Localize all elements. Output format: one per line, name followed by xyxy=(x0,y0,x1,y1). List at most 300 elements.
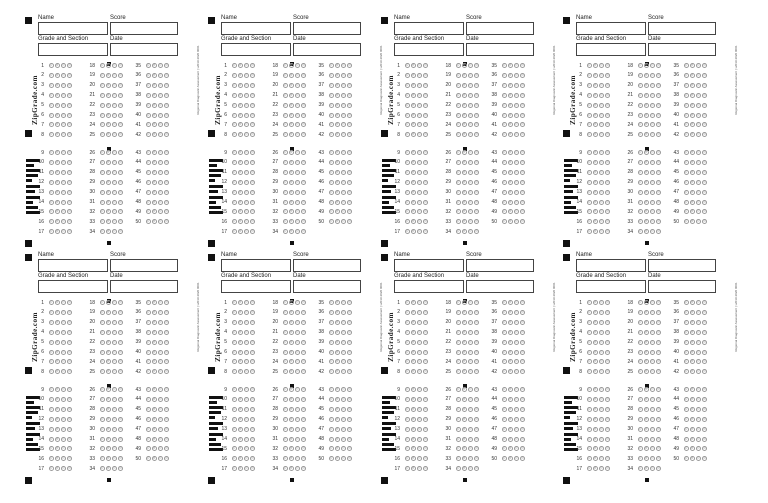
answer-bubble[interactable]: B xyxy=(56,467,59,471)
answer-bubble[interactable]: C xyxy=(113,180,116,184)
answer-bubble[interactable]: D xyxy=(521,200,524,204)
answer-bubble[interactable]: B xyxy=(239,190,242,194)
answer-bubble[interactable]: C xyxy=(600,113,603,117)
answer-bubble[interactable]: D xyxy=(606,301,609,304)
answer-bubble[interactable]: C xyxy=(469,113,472,117)
answer-bubble[interactable]: C xyxy=(515,220,518,224)
answer-bubble[interactable]: B xyxy=(239,388,242,391)
answer-bubble[interactable]: D xyxy=(251,340,254,344)
answer-bubble[interactable]: C xyxy=(159,103,162,107)
answer-bubble[interactable]: A xyxy=(147,397,149,401)
score-field[interactable] xyxy=(466,259,534,272)
answer-bubble[interactable]: A xyxy=(50,103,52,107)
answer-bubble[interactable]: C xyxy=(697,330,700,334)
answer-bubble[interactable]: A xyxy=(330,190,332,194)
answer-bubble[interactable]: B xyxy=(412,467,415,471)
answer-bubble[interactable]: B xyxy=(509,160,512,164)
answer-bubble[interactable]: C xyxy=(651,113,654,117)
answer-bubble[interactable]: B xyxy=(336,151,339,154)
answer-bubble[interactable]: B xyxy=(336,160,339,164)
answer-bubble[interactable]: A xyxy=(457,360,459,364)
answer-bubble[interactable]: D xyxy=(68,457,71,461)
answer-bubble[interactable]: A xyxy=(406,190,408,194)
answer-bubble[interactable]: C xyxy=(651,83,654,87)
answer-bubble[interactable]: C xyxy=(651,310,654,314)
answer-bubble[interactable]: D xyxy=(475,457,478,461)
answer-bubble[interactable]: B xyxy=(691,447,694,451)
answer-bubble[interactable]: C xyxy=(296,301,299,304)
score-field[interactable] xyxy=(648,259,716,272)
answer-bubble[interactable]: A xyxy=(101,447,103,451)
answer-bubble[interactable]: B xyxy=(107,83,110,87)
answer-bubble[interactable]: B xyxy=(691,160,694,164)
answer-bubble[interactable]: B xyxy=(509,437,512,441)
answer-bubble[interactable]: D xyxy=(302,310,305,314)
answer-bubble[interactable]: A xyxy=(147,210,149,214)
answer-bubble[interactable]: B xyxy=(290,310,293,314)
answer-bubble[interactable]: A xyxy=(147,113,149,117)
answer-bubble[interactable]: B xyxy=(645,407,648,411)
answer-bubble[interactable]: D xyxy=(251,457,254,461)
answer-bubble[interactable]: B xyxy=(290,220,293,224)
answer-bubble[interactable]: D xyxy=(251,437,254,441)
answer-bubble[interactable]: B xyxy=(56,407,59,411)
answer-bubble[interactable]: D xyxy=(348,370,351,374)
answer-bubble[interactable]: A xyxy=(101,457,103,461)
answer-bubble[interactable]: A xyxy=(284,397,286,401)
answer-bubble[interactable]: B xyxy=(239,160,242,164)
answer-bubble[interactable]: D xyxy=(68,230,71,234)
answer-bubble[interactable]: B xyxy=(290,73,293,77)
answer-bubble[interactable]: D xyxy=(348,180,351,184)
answer-bubble[interactable]: A xyxy=(284,310,286,314)
answer-bubble[interactable]: C xyxy=(62,397,65,401)
answer-bubble[interactable]: A xyxy=(330,220,332,224)
answer-bubble[interactable]: C xyxy=(342,417,345,421)
answer-bubble[interactable]: C xyxy=(651,220,654,224)
answer-bubble[interactable]: D xyxy=(703,200,706,204)
answer-bubble[interactable]: A xyxy=(457,457,459,461)
answer-bubble[interactable]: B xyxy=(107,123,110,127)
answer-bubble[interactable]: A xyxy=(284,220,286,224)
answer-bubble[interactable]: A xyxy=(147,320,149,324)
answer-bubble[interactable]: C xyxy=(296,230,299,234)
answer-bubble[interactable]: C xyxy=(159,370,162,374)
answer-bubble[interactable]: C xyxy=(651,301,654,304)
answer-bubble[interactable]: D xyxy=(424,310,427,314)
answer-bubble[interactable]: A xyxy=(284,407,286,411)
answer-bubble[interactable]: B xyxy=(336,340,339,344)
answer-bubble[interactable]: B xyxy=(153,350,156,354)
answer-bubble[interactable]: A xyxy=(50,301,52,304)
answer-bubble[interactable]: C xyxy=(296,447,299,451)
answer-bubble[interactable]: A xyxy=(147,360,149,364)
answer-bubble[interactable]: A xyxy=(406,103,408,107)
answer-bubble[interactable]: C xyxy=(600,160,603,164)
answer-bubble[interactable]: A xyxy=(50,170,52,174)
answer-bubble[interactable]: C xyxy=(600,133,603,137)
answer-bubble[interactable]: C xyxy=(697,360,700,364)
answer-bubble[interactable]: B xyxy=(645,190,648,194)
answer-bubble[interactable]: C xyxy=(651,160,654,164)
answer-bubble[interactable]: A xyxy=(284,170,286,174)
answer-bubble[interactable]: C xyxy=(245,340,248,344)
answer-bubble[interactable]: A xyxy=(284,230,286,234)
name-field[interactable] xyxy=(394,259,464,272)
answer-bubble[interactable]: A xyxy=(639,417,641,421)
answer-bubble[interactable]: D xyxy=(703,360,706,364)
answer-bubble[interactable]: A xyxy=(588,467,590,471)
answer-bubble[interactable]: B xyxy=(691,457,694,461)
answer-bubble[interactable]: D xyxy=(68,160,71,164)
answer-bubble[interactable]: A xyxy=(330,310,332,314)
answer-bubble[interactable]: C xyxy=(600,447,603,451)
answer-bubble[interactable]: D xyxy=(703,457,706,461)
answer-bubble[interactable]: B xyxy=(239,123,242,127)
answer-bubble[interactable]: B xyxy=(107,160,110,164)
answer-bubble[interactable]: B xyxy=(336,407,339,411)
answer-bubble[interactable]: D xyxy=(606,83,609,87)
answer-bubble[interactable]: A xyxy=(503,350,505,354)
answer-bubble[interactable]: B xyxy=(594,170,597,174)
answer-bubble[interactable]: D xyxy=(119,350,122,354)
answer-bubble[interactable]: C xyxy=(245,427,248,431)
answer-bubble[interactable]: D xyxy=(119,320,122,324)
answer-bubble[interactable]: A xyxy=(406,388,408,391)
answer-bubble[interactable]: C xyxy=(342,457,345,461)
answer-bubble[interactable]: B xyxy=(412,133,415,137)
answer-bubble[interactable]: C xyxy=(342,320,345,324)
answer-bubble[interactable]: D xyxy=(424,320,427,324)
answer-bubble[interactable]: C xyxy=(296,160,299,164)
answer-bubble[interactable]: B xyxy=(691,103,694,107)
answer-bubble[interactable]: D xyxy=(119,457,122,461)
answer-bubble[interactable]: D xyxy=(606,407,609,411)
answer-bubble[interactable]: A xyxy=(284,160,286,164)
answer-bubble[interactable]: D xyxy=(703,437,706,441)
answer-bubble[interactable]: A xyxy=(330,360,332,364)
answer-bubble[interactable]: D xyxy=(475,83,478,87)
answer-bubble[interactable]: B xyxy=(509,190,512,194)
answer-bubble[interactable]: C xyxy=(418,447,421,451)
answer-bubble[interactable]: C xyxy=(245,320,248,324)
answer-bubble[interactable]: B xyxy=(107,370,110,374)
answer-bubble[interactable]: C xyxy=(296,407,299,411)
answer-bubble[interactable]: A xyxy=(639,340,641,344)
answer-bubble[interactable]: D xyxy=(657,73,660,77)
answer-bubble[interactable]: A xyxy=(406,180,408,184)
answer-bubble[interactable]: D xyxy=(475,103,478,107)
answer-bubble[interactable]: B xyxy=(239,370,242,374)
answer-bubble[interactable]: B xyxy=(336,170,339,174)
answer-bubble[interactable]: A xyxy=(588,427,590,431)
answer-bubble[interactable]: A xyxy=(147,388,149,391)
answer-bubble[interactable]: B xyxy=(239,437,242,441)
answer-bubble[interactable]: B xyxy=(56,64,59,67)
answer-bubble[interactable]: C xyxy=(159,340,162,344)
answer-bubble[interactable]: D xyxy=(165,123,168,127)
answer-bubble[interactable]: B xyxy=(463,180,466,184)
answer-bubble[interactable]: A xyxy=(233,210,235,214)
answer-bubble[interactable]: A xyxy=(503,407,505,411)
answer-bubble[interactable]: D xyxy=(165,330,168,334)
answer-bubble[interactable]: B xyxy=(239,467,242,471)
answer-bubble[interactable]: C xyxy=(296,437,299,441)
answer-bubble[interactable]: C xyxy=(342,83,345,87)
answer-bubble[interactable]: D xyxy=(68,330,71,334)
answer-bubble[interactable]: A xyxy=(233,407,235,411)
answer-bubble[interactable]: A xyxy=(588,160,590,164)
answer-bubble[interactable]: A xyxy=(101,397,103,401)
answer-bubble[interactable]: B xyxy=(290,388,293,391)
answer-bubble[interactable]: C xyxy=(296,180,299,184)
answer-bubble[interactable]: D xyxy=(703,447,706,451)
answer-bubble[interactable]: B xyxy=(645,93,648,97)
score-field[interactable] xyxy=(648,22,716,35)
answer-bubble[interactable]: C xyxy=(651,457,654,461)
answer-bubble[interactable]: D xyxy=(521,180,524,184)
answer-bubble[interactable]: C xyxy=(515,360,518,364)
answer-bubble[interactable]: A xyxy=(330,210,332,214)
answer-bubble[interactable]: C xyxy=(113,210,116,214)
answer-bubble[interactable]: B xyxy=(107,64,110,67)
answer-bubble[interactable]: D xyxy=(475,210,478,214)
answer-bubble[interactable]: B xyxy=(290,427,293,431)
answer-bubble[interactable]: C xyxy=(651,133,654,137)
answer-bubble[interactable]: B xyxy=(463,310,466,314)
answer-bubble[interactable]: A xyxy=(639,301,641,304)
answer-bubble[interactable]: D xyxy=(348,310,351,314)
answer-bubble[interactable]: D xyxy=(657,83,660,87)
answer-bubble[interactable]: B xyxy=(691,350,694,354)
answer-bubble[interactable]: B xyxy=(463,397,466,401)
answer-bubble[interactable]: B xyxy=(509,397,512,401)
answer-bubble[interactable]: B xyxy=(56,301,59,304)
answer-bubble[interactable]: B xyxy=(463,160,466,164)
answer-bubble[interactable]: B xyxy=(56,330,59,334)
answer-bubble[interactable]: A xyxy=(457,417,459,421)
answer-bubble[interactable]: B xyxy=(336,103,339,107)
answer-bubble[interactable]: B xyxy=(509,360,512,364)
answer-bubble[interactable]: D xyxy=(348,123,351,127)
answer-bubble[interactable]: C xyxy=(651,170,654,174)
answer-bubble[interactable]: C xyxy=(159,190,162,194)
answer-bubble[interactable]: C xyxy=(342,437,345,441)
answer-bubble[interactable]: B xyxy=(239,151,242,154)
answer-bubble[interactable]: C xyxy=(469,388,472,391)
answer-bubble[interactable]: B xyxy=(412,170,415,174)
answer-bubble[interactable]: B xyxy=(290,160,293,164)
answer-bubble[interactable]: A xyxy=(50,210,52,214)
answer-bubble[interactable]: C xyxy=(469,330,472,334)
answer-bubble[interactable]: B xyxy=(107,360,110,364)
answer-bubble[interactable]: A xyxy=(639,457,641,461)
answer-bubble[interactable]: D xyxy=(165,350,168,354)
answer-bubble[interactable]: D xyxy=(119,83,122,87)
answer-bubble[interactable]: A xyxy=(685,83,687,87)
answer-bubble[interactable]: D xyxy=(657,340,660,344)
answer-bubble[interactable]: D xyxy=(348,417,351,421)
answer-bubble[interactable]: D xyxy=(251,170,254,174)
answer-bubble[interactable]: C xyxy=(600,310,603,314)
answer-bubble[interactable]: A xyxy=(101,310,103,314)
answer-bubble[interactable]: D xyxy=(606,113,609,117)
answer-bubble[interactable]: D xyxy=(657,220,660,224)
answer-bubble[interactable]: A xyxy=(639,83,641,87)
answer-bubble[interactable]: D xyxy=(68,437,71,441)
answer-bubble[interactable]: B xyxy=(107,180,110,184)
answer-bubble[interactable]: D xyxy=(606,123,609,127)
answer-bubble[interactable]: C xyxy=(342,301,345,304)
answer-bubble[interactable]: D xyxy=(348,407,351,411)
answer-bubble[interactable]: B xyxy=(107,151,110,154)
answer-bubble[interactable]: A xyxy=(101,437,103,441)
answer-bubble[interactable]: D xyxy=(475,200,478,204)
answer-bubble[interactable]: C xyxy=(62,151,65,154)
answer-bubble[interactable]: C xyxy=(651,427,654,431)
answer-bubble[interactable]: B xyxy=(336,200,339,204)
answer-bubble[interactable]: C xyxy=(469,447,472,451)
answer-bubble[interactable]: A xyxy=(406,160,408,164)
answer-bubble[interactable]: C xyxy=(159,437,162,441)
answer-bubble[interactable]: B xyxy=(290,180,293,184)
answer-bubble[interactable]: A xyxy=(101,133,103,137)
answer-bubble[interactable]: B xyxy=(645,210,648,214)
answer-bubble[interactable]: C xyxy=(342,340,345,344)
answer-bubble[interactable]: C xyxy=(697,133,700,137)
answer-bubble[interactable]: D xyxy=(606,190,609,194)
answer-bubble[interactable]: A xyxy=(639,437,641,441)
answer-bubble[interactable]: D xyxy=(119,340,122,344)
answer-bubble[interactable]: D xyxy=(251,64,254,67)
answer-bubble[interactable]: D xyxy=(521,370,524,374)
answer-bubble[interactable]: A xyxy=(503,388,505,391)
answer-bubble[interactable]: B xyxy=(56,388,59,391)
answer-bubble[interactable]: C xyxy=(113,123,116,127)
answer-bubble[interactable]: B xyxy=(463,64,466,67)
answer-bubble[interactable]: A xyxy=(50,151,52,154)
answer-bubble[interactable]: D xyxy=(251,73,254,77)
answer-bubble[interactable]: C xyxy=(342,103,345,107)
answer-bubble[interactable]: B xyxy=(412,64,415,67)
answer-bubble[interactable]: B xyxy=(594,407,597,411)
answer-bubble[interactable]: D xyxy=(119,417,122,421)
answer-bubble[interactable]: C xyxy=(469,93,472,97)
answer-bubble[interactable]: B xyxy=(463,93,466,97)
answer-bubble[interactable]: D xyxy=(703,370,706,374)
answer-bubble[interactable]: D xyxy=(475,64,478,67)
answer-bubble[interactable]: B xyxy=(645,397,648,401)
answer-bubble[interactable]: A xyxy=(330,180,332,184)
answer-bubble[interactable]: B xyxy=(594,133,597,137)
answer-bubble[interactable]: C xyxy=(342,151,345,154)
answer-bubble[interactable]: C xyxy=(600,397,603,401)
answer-bubble[interactable]: D xyxy=(251,320,254,324)
answer-bubble[interactable]: A xyxy=(406,437,408,441)
answer-bubble[interactable]: B xyxy=(412,457,415,461)
answer-bubble[interactable]: B xyxy=(594,437,597,441)
answer-bubble[interactable]: D xyxy=(424,170,427,174)
answer-bubble[interactable]: C xyxy=(697,388,700,391)
answer-bubble[interactable]: B xyxy=(645,230,648,234)
answer-bubble[interactable]: A xyxy=(284,210,286,214)
answer-bubble[interactable]: B xyxy=(412,350,415,354)
answer-bubble[interactable]: A xyxy=(685,73,687,77)
answer-bubble[interactable]: A xyxy=(406,330,408,334)
answer-bubble[interactable]: C xyxy=(651,350,654,354)
answer-bubble[interactable]: A xyxy=(50,427,52,431)
answer-bubble[interactable]: D xyxy=(521,73,524,77)
answer-bubble[interactable]: A xyxy=(233,340,235,344)
answer-bubble[interactable]: A xyxy=(101,83,103,87)
answer-bubble[interactable]: C xyxy=(62,170,65,174)
answer-bubble[interactable]: B xyxy=(691,170,694,174)
answer-bubble[interactable]: C xyxy=(245,73,248,77)
answer-bubble[interactable]: C xyxy=(515,93,518,97)
answer-bubble[interactable]: C xyxy=(600,93,603,97)
answer-bubble[interactable]: D xyxy=(68,220,71,224)
answer-bubble[interactable]: D xyxy=(251,133,254,137)
answer-bubble[interactable]: D xyxy=(348,93,351,97)
answer-bubble[interactable]: D xyxy=(475,467,478,471)
answer-bubble[interactable]: C xyxy=(515,190,518,194)
answer-bubble[interactable]: A xyxy=(330,447,332,451)
answer-bubble[interactable]: B xyxy=(509,340,512,344)
date-field[interactable] xyxy=(110,280,178,293)
answer-bubble[interactable]: D xyxy=(68,360,71,364)
answer-bubble[interactable]: B xyxy=(645,340,648,344)
answer-bubble[interactable]: D xyxy=(251,220,254,224)
answer-bubble[interactable]: B xyxy=(594,447,597,451)
answer-bubble[interactable]: D xyxy=(424,160,427,164)
answer-bubble[interactable]: D xyxy=(521,388,524,391)
answer-bubble[interactable]: A xyxy=(639,190,641,194)
answer-bubble[interactable]: D xyxy=(302,437,305,441)
answer-bubble[interactable]: A xyxy=(147,200,149,204)
answer-bubble[interactable]: D xyxy=(657,310,660,314)
answer-bubble[interactable]: C xyxy=(600,200,603,204)
answer-bubble[interactable]: D xyxy=(165,210,168,214)
answer-bubble[interactable]: C xyxy=(515,457,518,461)
answer-bubble[interactable]: B xyxy=(336,301,339,304)
answer-bubble[interactable]: A xyxy=(330,370,332,374)
answer-bubble[interactable]: D xyxy=(475,447,478,451)
answer-bubble[interactable]: C xyxy=(62,93,65,97)
answer-bubble[interactable]: C xyxy=(515,210,518,214)
answer-bubble[interactable]: C xyxy=(245,83,248,87)
answer-bubble[interactable]: B xyxy=(290,350,293,354)
answer-bubble[interactable]: D xyxy=(657,160,660,164)
answer-bubble[interactable]: D xyxy=(606,467,609,471)
answer-bubble[interactable]: D xyxy=(606,447,609,451)
answer-bubble[interactable]: A xyxy=(639,407,641,411)
answer-bubble[interactable]: A xyxy=(457,230,459,234)
answer-bubble[interactable]: D xyxy=(119,310,122,314)
answer-bubble[interactable]: A xyxy=(639,230,641,234)
answer-bubble[interactable]: C xyxy=(469,123,472,127)
answer-bubble[interactable]: C xyxy=(62,320,65,324)
answer-bubble[interactable]: D xyxy=(703,301,706,304)
answer-bubble[interactable]: D xyxy=(606,93,609,97)
answer-bubble[interactable]: D xyxy=(68,170,71,174)
answer-bubble[interactable]: D xyxy=(68,397,71,401)
answer-bubble[interactable]: C xyxy=(159,427,162,431)
answer-bubble[interactable]: A xyxy=(457,220,459,224)
answer-bubble[interactable]: B xyxy=(412,330,415,334)
answer-bubble[interactable]: B xyxy=(290,407,293,411)
answer-bubble[interactable]: B xyxy=(153,133,156,137)
answer-bubble[interactable]: B xyxy=(107,73,110,77)
